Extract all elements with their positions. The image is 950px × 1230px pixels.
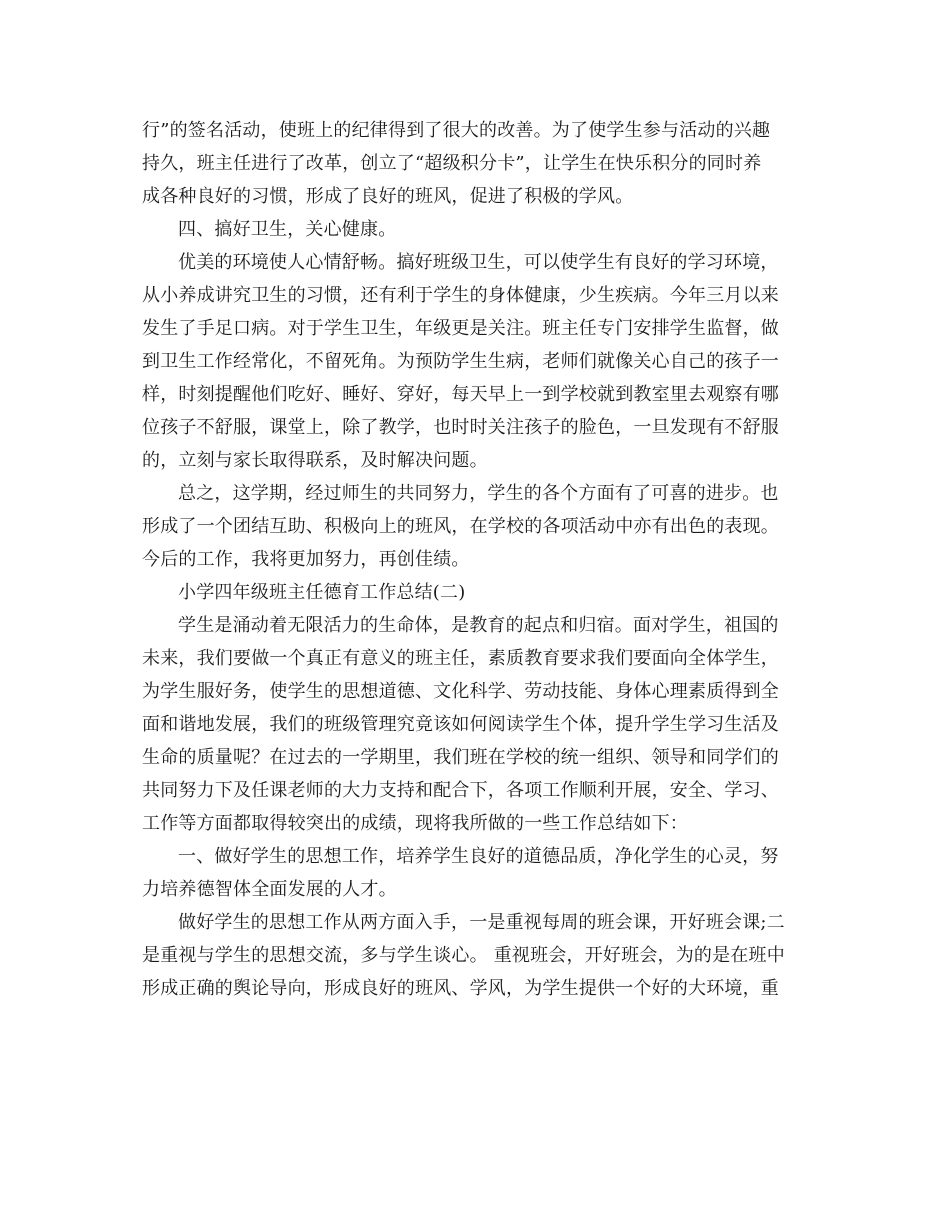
text-line: 的，立刻与家长取得联系，及时解决问题。 bbox=[142, 450, 488, 471]
text-line: 做好学生的思想工作从两方面入手，一是重视每周的班会课，开好班会课;二 bbox=[178, 912, 785, 933]
text-line: 从小养成讲究卫生的习惯，还有利于学生的身体健康，少生疾病。今年三月以来 bbox=[142, 285, 779, 306]
text-line: 生命的质量呢？在过去的一学期里，我们班在学校的统一组织、领导和同学们的 bbox=[142, 747, 779, 768]
text-line: 工作等方面都取得较突出的成绩，现将我所做的一些工作总结如下： bbox=[142, 813, 688, 834]
text-line: 面和谐地发展，我们的班级管理究竟该如何阅读学生个体，提升学生学习生活及 bbox=[142, 714, 779, 735]
text-line: 今后的工作，我将更加努力，再创佳绩。 bbox=[142, 549, 470, 570]
text-line: 形成正确的舆论导向，形成良好的班风、学风，为学生提供一个好的大环境，重 bbox=[142, 978, 779, 999]
text-line: 力培养德智体全面发展的人才。 bbox=[142, 879, 397, 900]
text-line: 为学生服好务，使学生的思想道德、文化科学、劳动技能、身体心理素质得到全 bbox=[142, 681, 779, 702]
text-line: 到卫生工作经常化，不留死角。为预防学生生病，老师们就像关心自己的孩子一 bbox=[142, 351, 779, 372]
text-line: 共同努力下及任课老师的大力支持和配合下，各项工作顺利开展，安全、学习、 bbox=[142, 780, 779, 801]
text-line: 一、做好学生的思想工作，培养学生良好的道德品质，净化学生的心灵，努 bbox=[178, 846, 779, 867]
text-line: 成各种良好的习惯，形成了良好的班风，促进了积极的学风。 bbox=[142, 186, 634, 207]
text-line: 是重视与学生的思想交流，多与学生谈心。 重视班会，开好班会，为的是在班中 bbox=[142, 945, 785, 966]
text-line: 行”的签名活动，使班上的纪律得到了很大的改善。为了使学生参与活动的兴趣 bbox=[142, 120, 771, 141]
text-line: 学生是涌动着无限活力的生命体，是教育的起点和归宿。面对学生，祖国的 bbox=[178, 615, 779, 636]
text-line: 优美的环境使人心情舒畅。搞好班级卫生，可以使学生有良好的学习环境， bbox=[178, 252, 779, 273]
text-line: 形成了一个团结互助、积极向上的班风，在学校的各项活动中亦有出色的表现。 bbox=[142, 516, 779, 537]
text-line: 四、搞好卫生，关心健康。 bbox=[178, 219, 397, 240]
text-line: 小学四年级班主任德育工作总结(二) bbox=[178, 582, 466, 603]
text-line: 总之，这学期，经过师生的共同努力，学生的各个方面有了可喜的进步。也 bbox=[178, 483, 779, 504]
text-line: 持久，班主任进行了改革，创立了“超级积分卡”，让学生在快乐积分的同时养 bbox=[142, 153, 762, 174]
document-body-text bbox=[142, 114, 802, 1005]
text-line: 位孩子不舒服，课堂上，除了教学，也时时关注孩子的脸色，一旦发现有不舒服 bbox=[142, 417, 779, 438]
text-line: 样，时刻提醒他们吃好、睡好、穿好，每天早上一到学校就到教室里去观察有哪 bbox=[142, 384, 779, 405]
text-line: 发生了手足口病。对于学生卫生，年级更是关注。班主任专门安排学生监督，做 bbox=[142, 318, 779, 339]
text-line: 未来，我们要做一个真正有意义的班主任，素质教育要求我们要面向全体学生， bbox=[142, 648, 779, 669]
